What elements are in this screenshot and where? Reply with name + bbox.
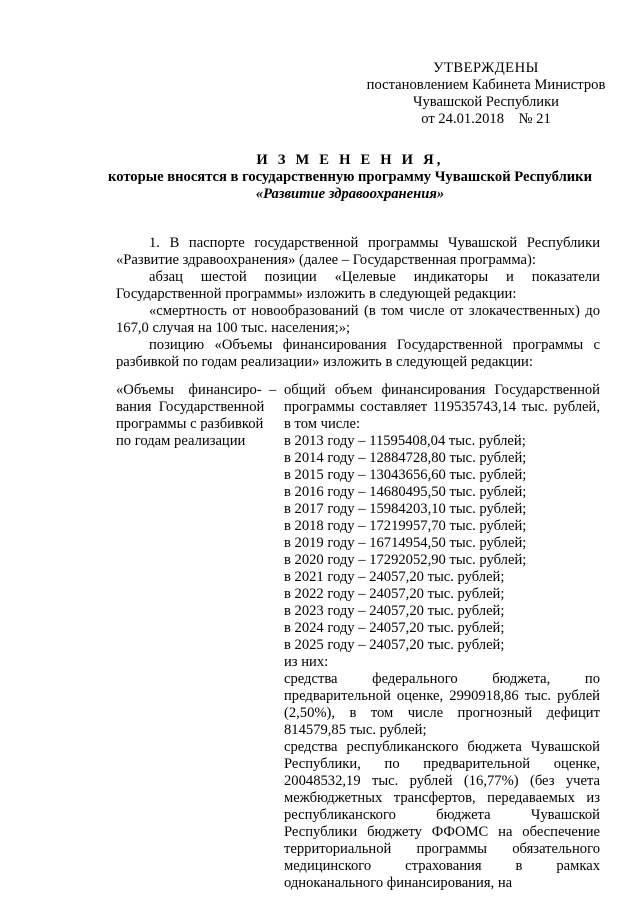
year-item: в 2019 году – 16714954,50 тыс. рублей; [284,535,527,551]
approval-line: Чувашской Республики [413,94,559,110]
paragraph: позицию «Объемы финансирования Государственной программы с разбивкой по годам реализации» изложить в следующей редакции: [116,337,600,370]
year-item: в 2022 году – 24057,20 тыс. рублей; [284,586,505,602]
label-line: программы с разбивкой [116,416,264,432]
label-line: по годам реализации [116,433,246,449]
label-line: вания Государственной [116,399,265,415]
document-title [60,152,640,203]
label-line: «Объемы финансиро- – [116,382,277,398]
year-item: в 2025 году – 24057,20 тыс. рублей; [284,637,505,653]
paragraph: «смертность от новообразований (в том числе от злокачественных) до 167,0 случая на 100 тыс. населения;»; [116,303,600,336]
year-item: в 2014 году – 12884728,80 тыс. рублей; [284,450,527,466]
year-item: в 2023 году – 24057,20 тыс. рублей; [284,603,505,619]
total-financing: общий объем финансирования Государственной программы составляет 119535743,14 тыс. рублей, в том числе: [284,382,600,432]
approval-line: постановлением Кабинета Министров [366,77,606,93]
document-body [116,235,600,371]
year-item: в 2015 году – 13043656,60 тыс. рублей; [284,467,527,483]
table-label-cell [116,382,277,450]
year-item: в 2017 году – 15984203,10 тыс. рублей; [284,501,527,517]
title-subtitle: которые вносятся в государственную программу Чувашской Республики [108,169,592,185]
year-item: в 2018 году – 17219957,70 тыс. рублей; [284,518,527,534]
year-item: в 2021 году – 24057,20 тыс. рублей; [284,569,505,585]
approval-heading: УТВЕРЖДЕНЫ [433,60,539,76]
table-value-cell [284,382,600,892]
title-main: И З М Е Н Е Н И Я, [256,152,444,168]
year-list [284,433,600,654]
title-program-name: «Развитие здравоохранения» [255,186,445,202]
approval-block [356,60,616,128]
of-them-label: из них: [284,654,329,670]
republic-budget-text: средства республиканского бюджета Чувашской Республики, по предварительной оценке, 20048532,19 тыс. рублей (16,77%) (без учета межбюджетных трансфертов, передаваемых из республиканского бюджета Чувашской Республики бюджету ФФОМС на обеспечение территориальной программы обязательного медицинского страхования в рамках одноканального финансирования, на [284,739,600,891]
year-item: в 2016 году – 14680495,50 тыс. рублей; [284,484,527,500]
paragraph: абзац шестой позиции «Целевые индикаторы и показатели Государственной программы» изложить в следующей редакции: [116,269,600,302]
year-item: в 2024 году – 24057,20 тыс. рублей; [284,620,505,636]
paragraph: 1. В паспорте государственной программы Чувашской Республики «Развитие здравоохранения» (далее – Государственная программа): [116,235,600,268]
federal-budget-text: средства федерального бюджета, по предварительной оценке, 2990918,86 тыс. рублей (2,50%), в том числе прогнозный дефицит 814579,85 тыс. рублей; [284,671,600,738]
year-item: в 2013 году – 11595408,04 тыс. рублей; [284,433,526,449]
year-item: в 2020 году – 17292052,90 тыс. рублей; [284,552,527,568]
approval-date-number: от 24.01.2018 № 21 [421,111,551,127]
